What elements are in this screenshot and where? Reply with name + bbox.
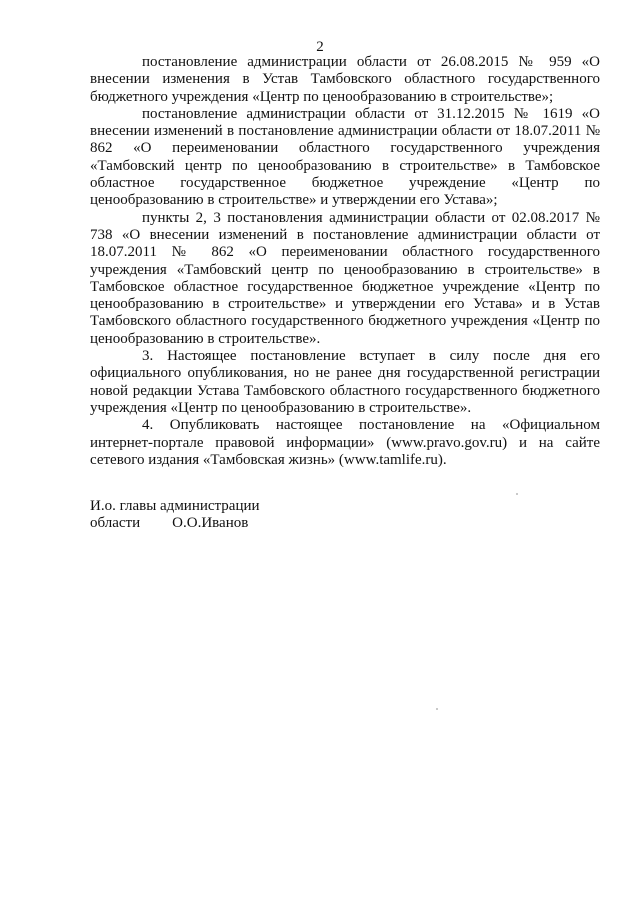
scan-speck: [436, 708, 438, 710]
scan-speck: [516, 493, 518, 495]
paragraph-publication: 4. Опубликовать настоящее постановление на «Официальном интернет-портале правовой информации» (www.pravo.gov.ru) и на сайте сетевого издания «Тамбовская жизнь» (www.tamlife.ru).: [90, 417, 600, 468]
paragraph-effective-date: 3. Настоящее постановление вступает в силу после дня его официального опубликования, но не ранее дня государственной регистрации новой редакции Устава Тамбовского областного государственного бюджетного учреждения «Центр по ценообразованию в строительстве».: [90, 348, 600, 416]
document-body: [90, 54, 600, 469]
paragraph-resolution-738: пункты 2, 3 постановления администрации области от 02.08.2017 № 738 «О внесении изменений в постановление администрации области от 18.07.2011 № 862 «О переименовании областного государственного учреждения «Тамбовский центр по ценообразованию в строительстве» в Тамбовское областное государственное бюджетное учреждение «Центр по ценообразованию в строительстве» и утверждении его Устава» и в Устав Тамбовского областного государственного бюджетного учреждения «Центр по ценообразованию в строительстве».: [90, 209, 600, 347]
page-number: 2: [316, 39, 324, 55]
paragraph-resolution-959: постановление администрации области от 26.08.2015 № 959 «О внесении изменения в Устав Тамбовского областного государственного бюджетного учреждения «Центр по ценообразованию в строительстве»;: [90, 54, 600, 105]
signature-block: [90, 498, 260, 532]
signature-line: [90, 515, 260, 532]
paragraph-resolution-1619: постановление администрации области от 31.12.2015 № 1619 «О внесении изменений в постановление администрации области от 18.07.2011 № 862 «О переименовании областного государственного учреждения «Тамбовский центр по ценообразованию в строительстве» в Тамбовское областное государственное бюджетное учреждение «Центр по ценообразованию в строительстве» и утверждении его Устава»;: [90, 105, 600, 209]
signatory-title-line2: области: [90, 515, 141, 531]
signatory-name: О.О.Иванов: [172, 515, 249, 531]
signatory-title-line1: И.о. главы администрации: [90, 498, 260, 514]
